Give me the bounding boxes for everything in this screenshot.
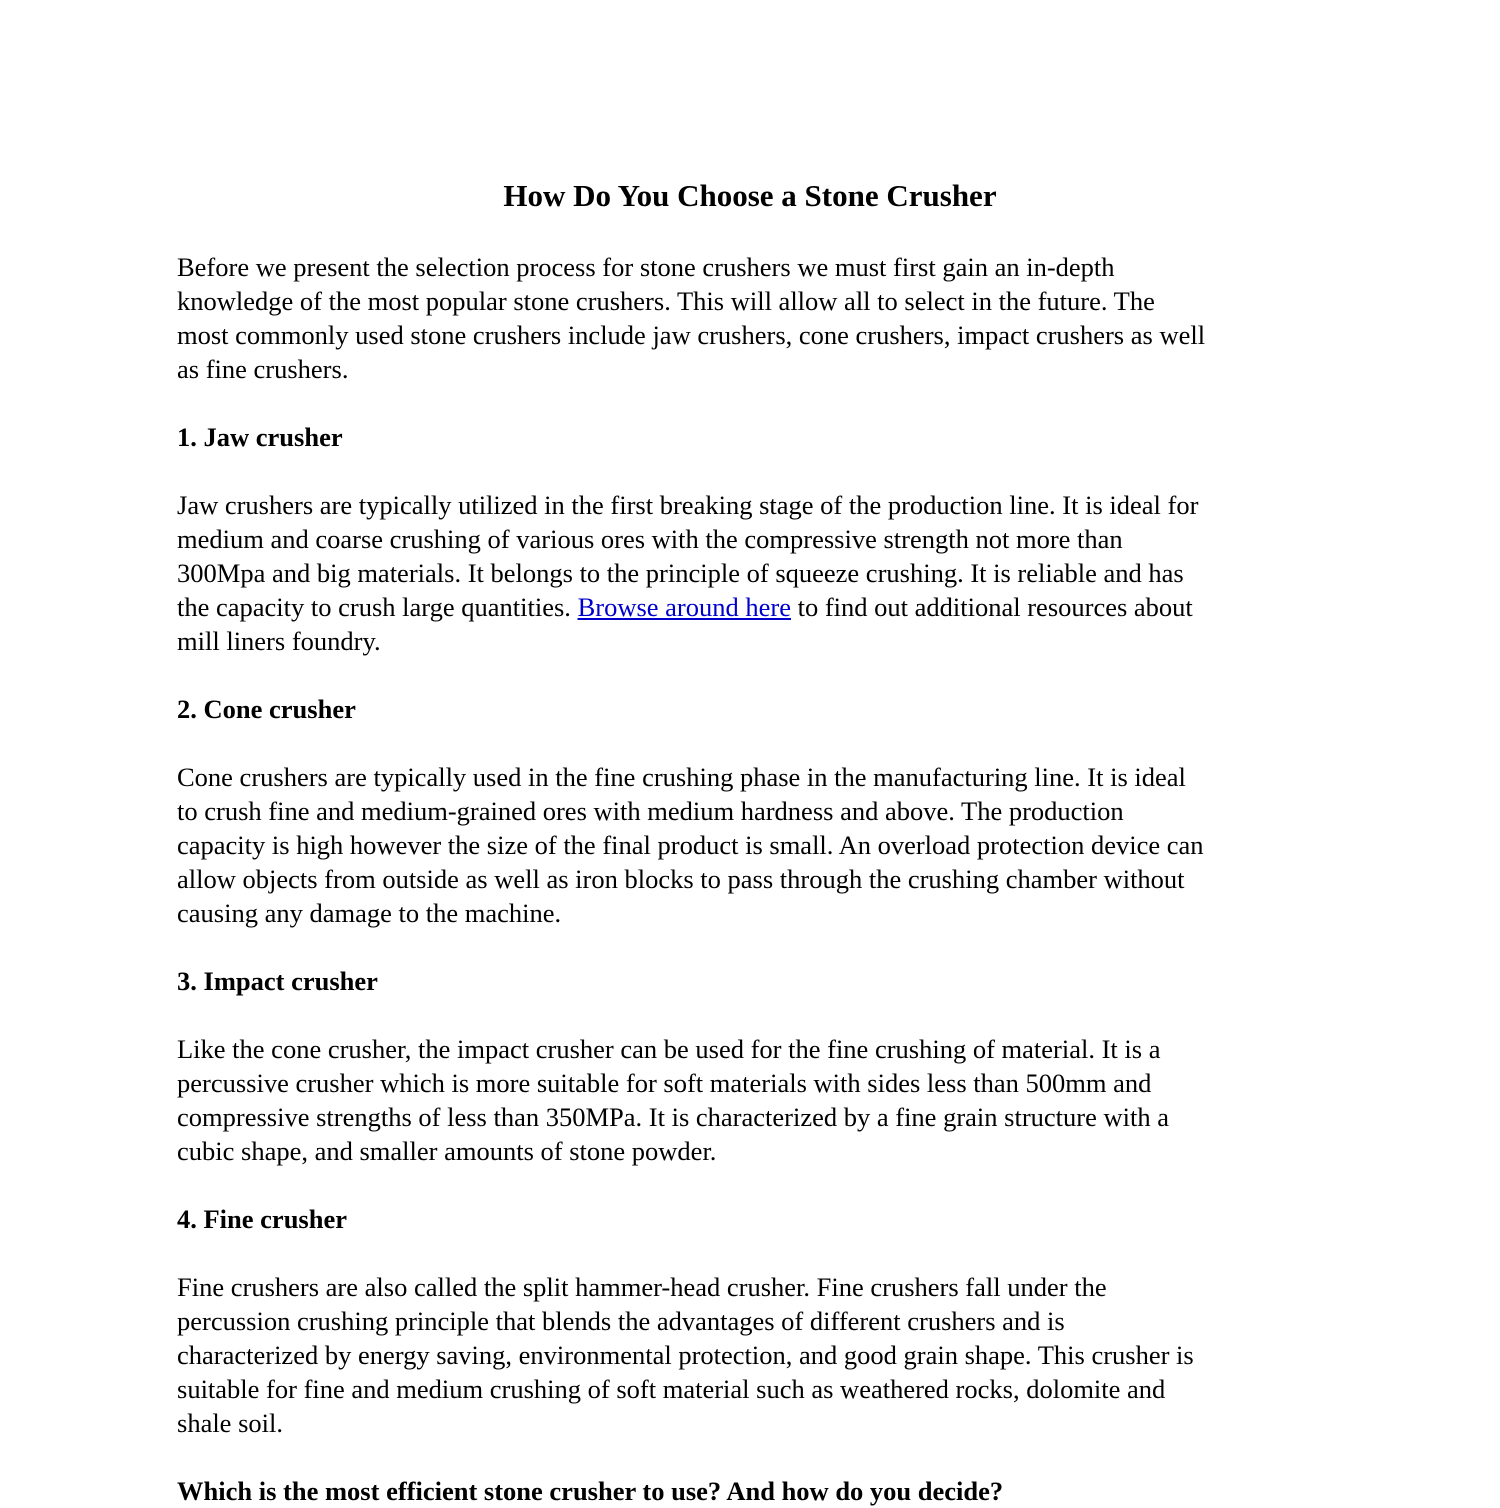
jaw-paragraph xyxy=(177,488,1327,658)
document-page xyxy=(177,172,1327,1508)
intro-paragraph xyxy=(177,250,1327,386)
impact-line: Like the cone crusher, the impact crusher can be used for the fine crushing of material. It is a xyxy=(177,1034,1161,1064)
cone-paragraph xyxy=(177,760,1327,930)
document-title: How Do You Choose a Stone Crusher xyxy=(503,178,997,213)
intro-line: Before we present the selection process for stone crushers we must first gain an in-depth xyxy=(177,252,1115,282)
intro-line: as fine crushers. xyxy=(177,354,349,384)
impact-line: cubic shape, and smaller amounts of stone powder. xyxy=(177,1136,717,1166)
impact-line: compressive strengths of less than 350MPa. It is characterized by a fine grain structure with a xyxy=(177,1102,1169,1132)
fine-line: Fine crushers are also called the split hammer-head crusher. Fine crushers fall under the xyxy=(177,1272,1107,1302)
jaw-line: medium and coarse crushing of various ores with the compressive strength not more than xyxy=(177,524,1123,554)
section-heading-cone: 2. Cone crusher xyxy=(177,694,356,724)
cone-line: Cone crushers are typically used in the fine crushing phase in the manufacturing line. It is ideal xyxy=(177,762,1186,792)
impact-line: percussive crusher which is more suitable for soft materials with sides less than 500mm and xyxy=(177,1068,1152,1098)
jaw-line-with-link xyxy=(177,590,1327,624)
fine-line: characterized by energy saving, environmental protection, and good grain shape. This crusher is xyxy=(177,1340,1194,1370)
section-heading-fine: 4. Fine crusher xyxy=(177,1204,348,1234)
jaw-line: Jaw crushers are typically utilized in the first breaking stage of the production line. It is ideal for xyxy=(177,490,1199,520)
final-question-heading: Which is the most efficient stone crusher to use? And how do you decide? xyxy=(177,1476,1004,1506)
section-heading-impact: 3. Impact crusher xyxy=(177,966,378,996)
intro-line: knowledge of the most popular stone crushers. This will allow all to select in the future. The xyxy=(177,286,1155,316)
jaw-line: 300Mpa and big materials. It belongs to the principle of squeeze crushing. It is reliable and has xyxy=(177,558,1184,588)
section-heading-jaw: 1. Jaw crusher xyxy=(177,422,343,452)
browse-around-link[interactable]: Browse around here xyxy=(577,592,791,622)
jaw-line-text-after: to find out additional resources about xyxy=(790,592,1193,622)
jaw-line-text-before: the capacity to crush large quantities. xyxy=(177,592,578,622)
fine-line: suitable for fine and medium crushing of soft material such as weathered rocks, dolomite and xyxy=(177,1374,1166,1404)
fine-paragraph xyxy=(177,1270,1327,1440)
impact-paragraph xyxy=(177,1032,1327,1168)
cone-line: allow objects from outside as well as iron blocks to pass through the crushing chamber without xyxy=(177,864,1185,894)
fine-line: shale soil. xyxy=(177,1408,283,1438)
fine-line: percussion crushing principle that blends the advantages of different crushers and is xyxy=(177,1306,1065,1336)
cone-line: to crush fine and medium-grained ores with medium hardness and above. The production xyxy=(177,796,1124,826)
jaw-line: mill liners foundry. xyxy=(177,626,381,656)
cone-line: causing any damage to the machine. xyxy=(177,898,562,928)
intro-line: most commonly used stone crushers include jaw crushers, cone crushers, impact crushers as well xyxy=(177,320,1206,350)
cone-line: capacity is high however the size of the final product is small. An overload protection device can xyxy=(177,830,1204,860)
